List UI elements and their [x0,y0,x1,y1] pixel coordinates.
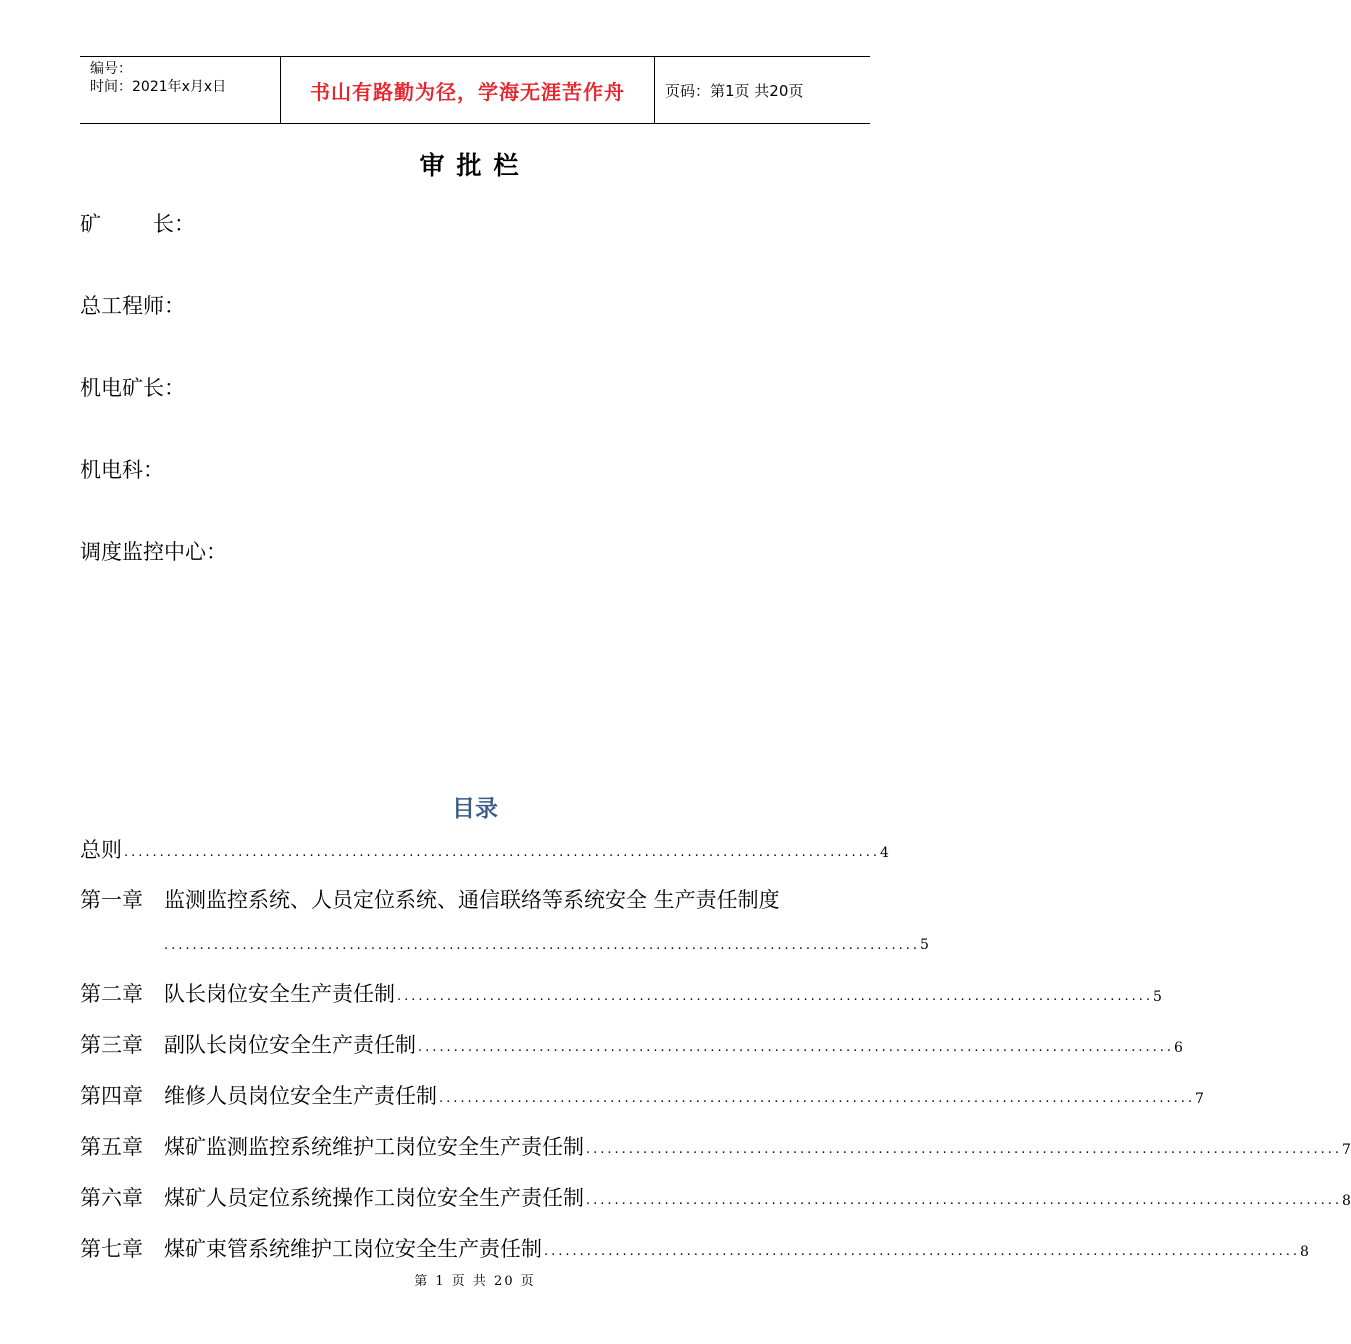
serial-label: 编号： [90,61,132,77]
toc-item-chapter-6[interactable] [80,1182,1351,1212]
toc-leader-dots: .......................................................................................................... [586,1193,1343,1208]
toc-item-chapter: 第五章 [80,1135,143,1159]
toc-leader-dots: .......................................................................................................... [397,989,1154,1004]
toc-item-title: 煤矿人员定位系统操作工岗位安全生产责任制 [164,1186,584,1210]
toc-item-general[interactable] [80,834,889,864]
toc-item-title: 队长岗位安全生产责任制 [164,982,395,1006]
approver-electromech-manager: 机电矿长： [80,376,185,400]
approver-mine-manager-b: 长： [153,212,195,236]
toc-item-chapter-1-continuation [164,930,929,956]
approver-electromech-dept: 机电科： [80,458,164,482]
approver-chief-engineer: 总工程师： [80,294,185,318]
toc-title: 目录 [452,796,498,822]
toc-item-chapter: 第六章 [80,1186,143,1210]
toc-item-chapter-5[interactable] [80,1131,1351,1161]
toc-item-chapter-7[interactable] [80,1233,1309,1263]
toc-item-chapter-4[interactable] [80,1080,1204,1110]
header-page-label: 页码：第1页 共20页 [665,81,804,100]
toc-leader-dots: .......................................................................................................... [439,1091,1196,1106]
document-header [80,56,870,124]
toc-item-page: 5 [920,937,929,953]
toc-item-chapter-2[interactable] [80,978,1162,1008]
toc-item-page: 7 [1342,1142,1351,1158]
toc-item-title: 煤矿束管系统维护工岗位安全生产责任制 [164,1237,542,1261]
page-footer: 第 1 页 共 20 页 [414,1274,536,1289]
header-motto: 书山有路勤为径，学海无涯苦作舟 [281,57,655,123]
toc-item-title: 总则 [80,838,122,862]
toc-item-title: 监测监控系统、人员定位系统、通信联络等系统安全 生产责任制度 [164,888,780,912]
toc-leader-dots: .......................................................................................................... [586,1142,1343,1157]
toc-item-page: 6 [1174,1040,1183,1056]
toc-item-page: 7 [1195,1091,1204,1107]
toc-item-chapter: 第七章 [80,1237,143,1261]
toc-leader-dots: .......................................................................................................... [544,1244,1301,1259]
approver-mine-manager-a: 矿 [80,212,101,236]
toc-leader-dots: .......................................................................................................... [418,1040,1175,1055]
toc-item-title: 煤矿监测监控系统维护工岗位安全生产责任制 [164,1135,584,1159]
toc-item-page: 8 [1342,1193,1351,1209]
toc-item-page: 8 [1300,1244,1309,1260]
approver-mine-manager [80,208,195,238]
time-label: 时间：2021年x月x日 [90,79,227,95]
toc-item-chapter-1[interactable] [80,884,780,914]
header-meta [80,57,281,123]
toc-item-chapter: 第一章 [80,888,143,912]
approver-dispatch-center: 调度监控中心： [80,540,227,564]
toc-item-chapter: 第三章 [80,1033,143,1057]
toc-item-chapter: 第二章 [80,982,143,1006]
approval-title: 审批栏 [419,151,531,180]
toc-item-chapter-3[interactable] [80,1029,1183,1059]
toc-leader-dots: .......................................................................................................... [124,845,881,860]
toc-leader-dots: .......................................................................................................... [164,938,921,953]
toc-item-page: 5 [1153,989,1162,1005]
toc-item-page: 4 [880,845,889,861]
toc-item-title: 副队长岗位安全生产责任制 [164,1033,416,1057]
toc-item-title: 维修人员岗位安全生产责任制 [164,1084,437,1108]
toc-item-chapter: 第四章 [80,1084,143,1108]
